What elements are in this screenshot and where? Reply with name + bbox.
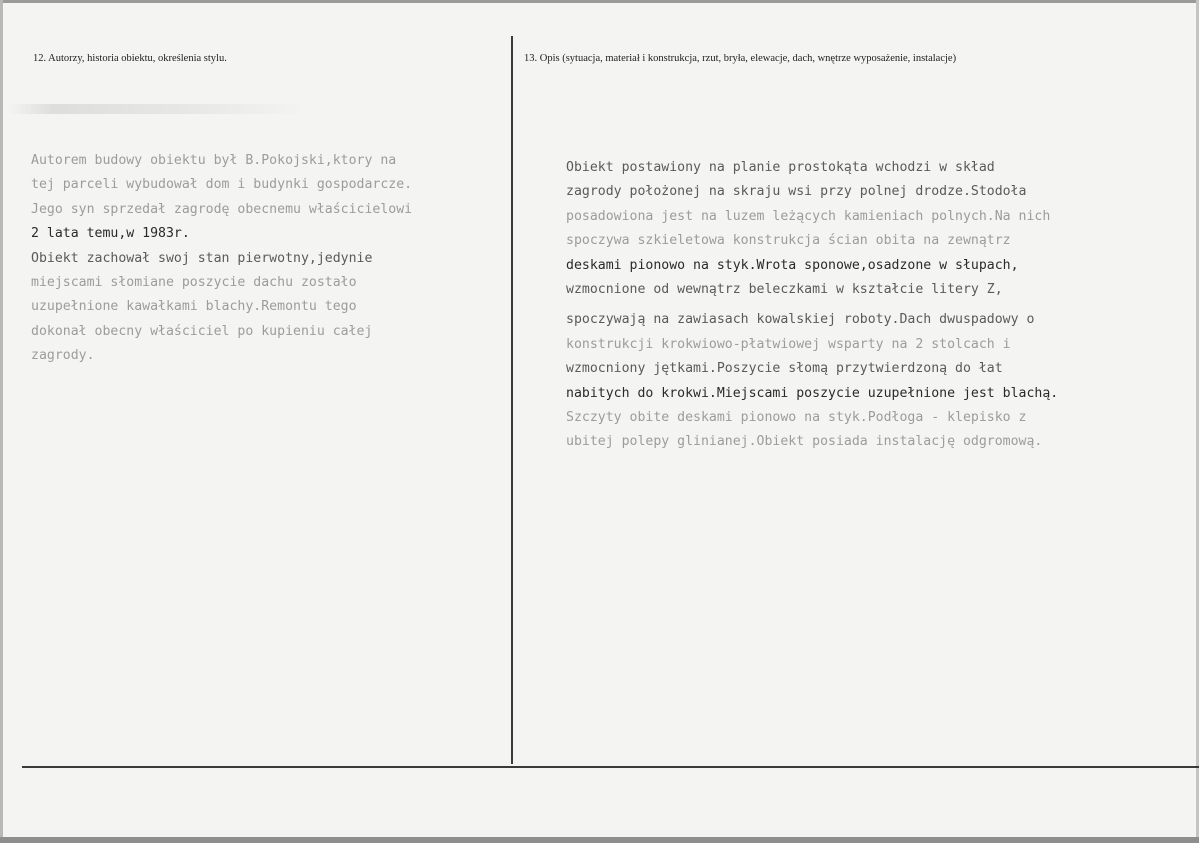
text-line: dokonał obecny właściciel po kupieniu całej (31, 323, 373, 339)
faint-erased-mark (8, 104, 308, 114)
section-13-heading: 13. Opis (sytuacja, materiał i konstrukcja, rzut, bryła, elewacje, dach, wnętrze wyposażenie, instalacje) (524, 53, 957, 64)
text-line: konstrukcji krokwiowo-płatwiowej wsparty na 2 stolcach i (566, 336, 1011, 352)
text-line: Obiekt postawiony na planie prostokąta wchodzi w skład (566, 160, 995, 175)
column-divider (511, 36, 513, 764)
text-line: spoczywa szkieletowa konstrukcja ścian obita na zewnątrz (566, 233, 1011, 249)
text-line: wzmocnione od wewnątrz beleczkami w kształcie litery Z, (566, 282, 1003, 298)
text-line: miejscami słomiane poszycie dachu zostało (31, 275, 357, 291)
scan-edge-bottom (0, 837, 1199, 843)
bottom-rule (22, 766, 1199, 768)
section-13-text (566, 156, 1058, 455)
text-line: zagrody. (31, 348, 95, 364)
section-12-heading: 12. Autorzy, historia obiektu, określenia stylu. (33, 53, 227, 64)
text-line: Obiekt zachował swoj stan pierwotny,jedynie (31, 250, 373, 266)
text-line: nabitych do krokwi.Miejscami poszycie uzupełnione jest blachą. (566, 385, 1059, 401)
text-line: wzmocniony jętkami.Poszycie słomą przytwierdzoną do łat (566, 361, 1003, 377)
text-line: Autorem budowy obiektu był B.Pokojski,ktory na (31, 153, 397, 168)
text-line: Jego syn sprzedał zagrodę obecnemu właścicielowi (31, 201, 413, 217)
text-line: tej parceli wybudował dom i budynki gospodarcze. (31, 177, 413, 193)
text-line: spoczywają na zawiasach kowalskiej roboty.Dach dwuspadowy o (566, 312, 1035, 328)
text-line: 2 lata temu,w 1983r. (31, 226, 190, 242)
scan-edge-left (0, 0, 3, 843)
text-line: posadowiona jest na luzem leżących kamieniach polnych.Na nich (566, 208, 1051, 224)
section-12-text (31, 149, 412, 369)
scan-edge-top (0, 0, 1199, 3)
text-line: uzupełnione kawałkami blachy.Remontu tego (31, 299, 357, 315)
text-line: Szczyty obite deskami pionowo na styk.Podłoga - klepisko z (566, 410, 1027, 426)
text-line: deskami pionowo na styk.Wrota sponowe,osadzone w słupach, (566, 257, 1019, 273)
text-line: ubitej polepy glinianej.Obiekt posiada instalację odgromową. (566, 434, 1043, 450)
text-line: zagrody położonej na skraju wsi przy polnej drodze.Stodoła (566, 184, 1027, 200)
